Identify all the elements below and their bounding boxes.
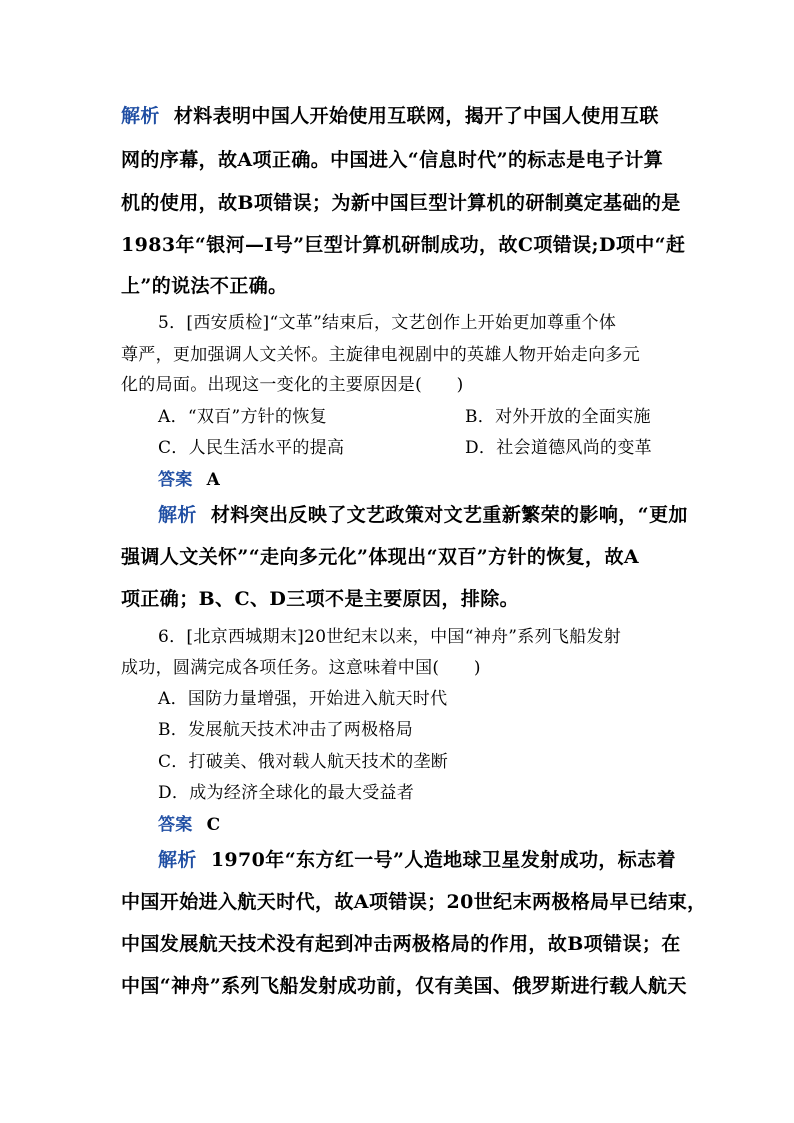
q4-analysis-line-5 (121, 271, 681, 298)
question-stem: 化的局面。出现这一变化的主要原因是( ) (121, 375, 464, 395)
analysis-text: 项正确；B、C、D三项不是主要原因，排除。 (121, 588, 520, 610)
analysis-label: 解析 (158, 504, 197, 526)
q6-analysis-line-1 (158, 845, 718, 872)
option-text: A．国防力量增强，开始进入航天时代 (158, 689, 448, 709)
q6-option-a (158, 684, 718, 709)
analysis-text: 1983年“银河—Ⅰ号”巨型计算机研制成功，故C项错误;D项中“赶 (121, 234, 686, 256)
q4-analysis-line-1 (121, 101, 681, 128)
q6-analysis-line-3 (121, 929, 681, 956)
analysis-label: 解析 (121, 105, 160, 127)
option-d: D．社会道德风尚的变革 (465, 438, 652, 458)
q5-stem-line-2 (121, 340, 681, 365)
q6-option-b (158, 715, 718, 740)
question-stem: 5．[西安质检]“文革”结束后，文艺创作上开始更加尊重个体 (158, 313, 617, 333)
option-text: D．成为经济全球化的最大受益者 (158, 783, 415, 803)
analysis-text: 中国发展航天技术没有起到冲击两极格局的作用，故B项错误；在 (121, 933, 681, 955)
analysis-text: 机的使用，故B项错误；为新中国巨型计算机的研制奠定基础的是 (121, 192, 681, 214)
analysis-text: 上”的说法不正确。 (121, 275, 288, 297)
option-c: C．人民生活水平的提高 (158, 438, 345, 458)
q5-options-row-1 (158, 402, 718, 427)
q5-analysis-line-1 (158, 500, 718, 527)
option-a: A．“双百”方针的恢复 (158, 407, 327, 427)
q6-analysis-line-4 (121, 971, 687, 998)
option-text: B．发展航天技术冲击了两极格局 (158, 720, 413, 740)
answer-label: 答案 (158, 470, 193, 490)
q5-analysis-line-2 (121, 542, 681, 569)
answer-label: 答案 (158, 815, 193, 835)
q4-analysis-line-2 (121, 145, 681, 172)
option-b: B．对外开放的全面实施 (465, 407, 651, 427)
q5-stem-line-3 (121, 370, 681, 395)
q5-answer (158, 465, 718, 490)
q4-analysis-line-4 (121, 230, 686, 257)
answer-value: C (206, 815, 221, 835)
analysis-text: 中国开始进入航天时代，故A项错误；20世纪末两极格局早已结束， (121, 891, 707, 913)
q5-options-row-2 (158, 433, 718, 458)
analysis-text: 材料表明中国人开始使用互联网，揭开了中国人使用互联 (173, 105, 659, 127)
q5-stem-line-1 (158, 308, 718, 333)
analysis-text: 网的序幕，故A项正确。中国进入“信息时代”的标志是电子计算 (121, 149, 664, 171)
question-stem: 尊严，更加强调人文关怀。主旋律电视剧中的英雄人物开始走向多元 (121, 345, 640, 365)
analysis-label: 解析 (158, 849, 197, 871)
q6-answer (158, 810, 718, 835)
q4-analysis-line-3 (121, 188, 681, 215)
q6-stem-line-1 (158, 622, 718, 647)
question-stem: 成功，圆满完成各项任务。这意味着中国( ) (121, 658, 481, 678)
q6-stem-line-2 (121, 653, 681, 678)
analysis-text: 材料突出反映了文艺政策对文艺重新繁荣的影响，“更加 (210, 504, 688, 526)
q5-analysis-line-3 (121, 584, 681, 611)
analysis-text: 1970年“东方红一号”人造地球卫星发射成功，标志着 (210, 849, 676, 871)
q6-option-c (158, 747, 718, 772)
answer-value: A (206, 470, 221, 490)
question-stem: 6．[北京西城期末]20世纪末以来，中国“神舟”系列飞船发射 (158, 627, 622, 647)
q6-option-d (158, 778, 718, 803)
option-text: C．打破美、俄对载人航天技术的垄断 (158, 752, 449, 772)
q6-analysis-line-2 (121, 887, 707, 914)
analysis-text: 中国“神舟”系列飞船发射成功前，仅有美国、俄罗斯进行载人航天 (121, 975, 687, 997)
analysis-text: 强调人文关怀”“走向多元化”体现出“双百”方针的恢复，故A (121, 546, 639, 568)
